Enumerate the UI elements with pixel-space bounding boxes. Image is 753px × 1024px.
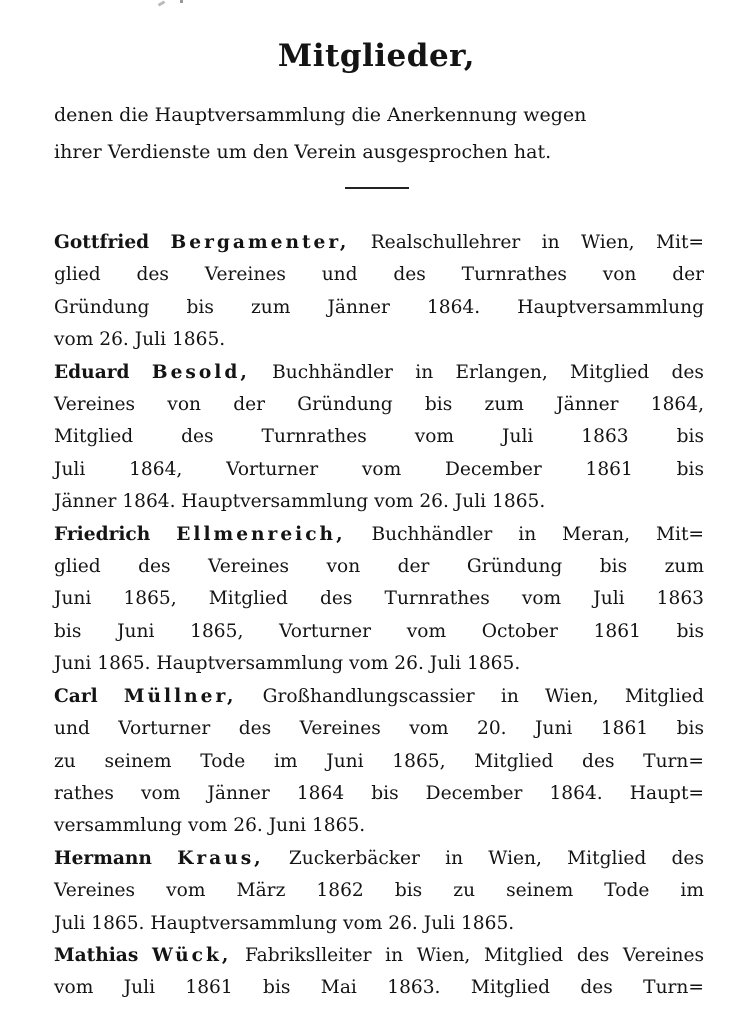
entry-text-line: und Vorturner des Vereines vom 20. Juni 1861 bis (54, 718, 704, 740)
member-entry (54, 681, 704, 843)
member-first-name: Mathias (54, 944, 139, 966)
entry-text-line: glied des Vereines und des Turnrathes von der (54, 264, 704, 286)
member-entry (54, 357, 704, 519)
entry-text-line: Großhandlungscassier in Wien, Mitglied (262, 685, 704, 707)
entry-text-line: Juni 1865, Mitglied des Turnrathes vom Juli 1863 (54, 588, 704, 610)
entry-text-line: versammlung vom 26. Juni 1865. (54, 815, 366, 837)
subtitle-line-1: denen die Hauptversammlung die Anerkennung wegen (54, 104, 587, 126)
member-list (54, 227, 704, 1005)
entry-text-line: Jänner 1864. Hauptversammlung vom 26. Juli 1865. (54, 491, 546, 513)
entry-text-line: Juli 1864, Vorturner vom December 1861 bis (54, 458, 704, 480)
entry-text-line: bis Juni 1865, Vorturner vom October 1861 bis (54, 620, 704, 642)
scan-speck (158, 0, 166, 6)
scan-speck (180, 0, 183, 3)
entry-text-line: Realschullehrer in Wien, Mit= (370, 232, 704, 253)
member-first-name: Hermann (54, 847, 152, 869)
member-entry (54, 843, 704, 940)
member-surname: Ellmenreich, (176, 523, 346, 545)
entry-text-line: Mitglied des Turnrathes vom Juli 1863 bis (54, 426, 704, 448)
entry-text-line: Juli 1865. Hauptversammlung vom 26. Juli 1865. (54, 912, 515, 934)
member-first-name: Eduard (54, 361, 130, 383)
entry-text-line: Vereines vom März 1862 bis zu seinem Tode im (54, 880, 704, 902)
entry-text-line: vom Juli 1861 bis Mai 1863. Mitglied des Turn= (54, 977, 704, 999)
member-surname: Kraus, (177, 847, 264, 869)
member-surname: Müllner, (123, 685, 237, 707)
member-first-name: Friedrich (54, 523, 151, 545)
member-surname: Besold, (151, 361, 250, 383)
entry-text-line: Juni 1865. Hauptversammlung vom 26. Juli 1865. (54, 653, 521, 675)
entry-text-line: Zuckerbäcker in Wien, Mitglied des (288, 847, 704, 869)
entry-text-line: Gründung bis zum Jänner 1864. Hauptversammlung (54, 296, 704, 318)
entry-text-line: Buchhändler in Meran, Mit= (371, 523, 704, 545)
divider-rule (345, 187, 409, 189)
entry-text-line: glied des Vereines von der Gründung bis zum (54, 556, 704, 578)
entry-text-line: vom 26. Juli 1865. (54, 329, 226, 351)
entry-text-line: Vereines von der Gründung bis zum Jänner 1864, (54, 394, 704, 416)
entry-text-line: Buchhändler in Erlangen, Mitglied des (272, 361, 704, 383)
member-first-name: Gottfried (54, 232, 150, 253)
subtitle-line-2: ihrer Verdienste um den Verein ausgesprochen hat. (54, 141, 552, 163)
entry-text-line: Fabrikslleiter in Wien, Mitglied des Vereines (245, 944, 705, 966)
page-title: Mitglieder, (277, 38, 476, 74)
member-entry (54, 519, 704, 681)
member-first-name: Carl (54, 685, 98, 707)
entry-text-line: zu seinem Tode im Juni 1865, Mitglied des Turn= (54, 750, 704, 772)
entry-text-line: rathes vom Jänner 1864 bis December 1864. Haupt= (54, 782, 704, 804)
member-entry (54, 227, 704, 357)
member-surname: Bergamenter, (170, 232, 350, 253)
member-entry (54, 940, 704, 1005)
member-surname: Wück, (152, 944, 232, 966)
